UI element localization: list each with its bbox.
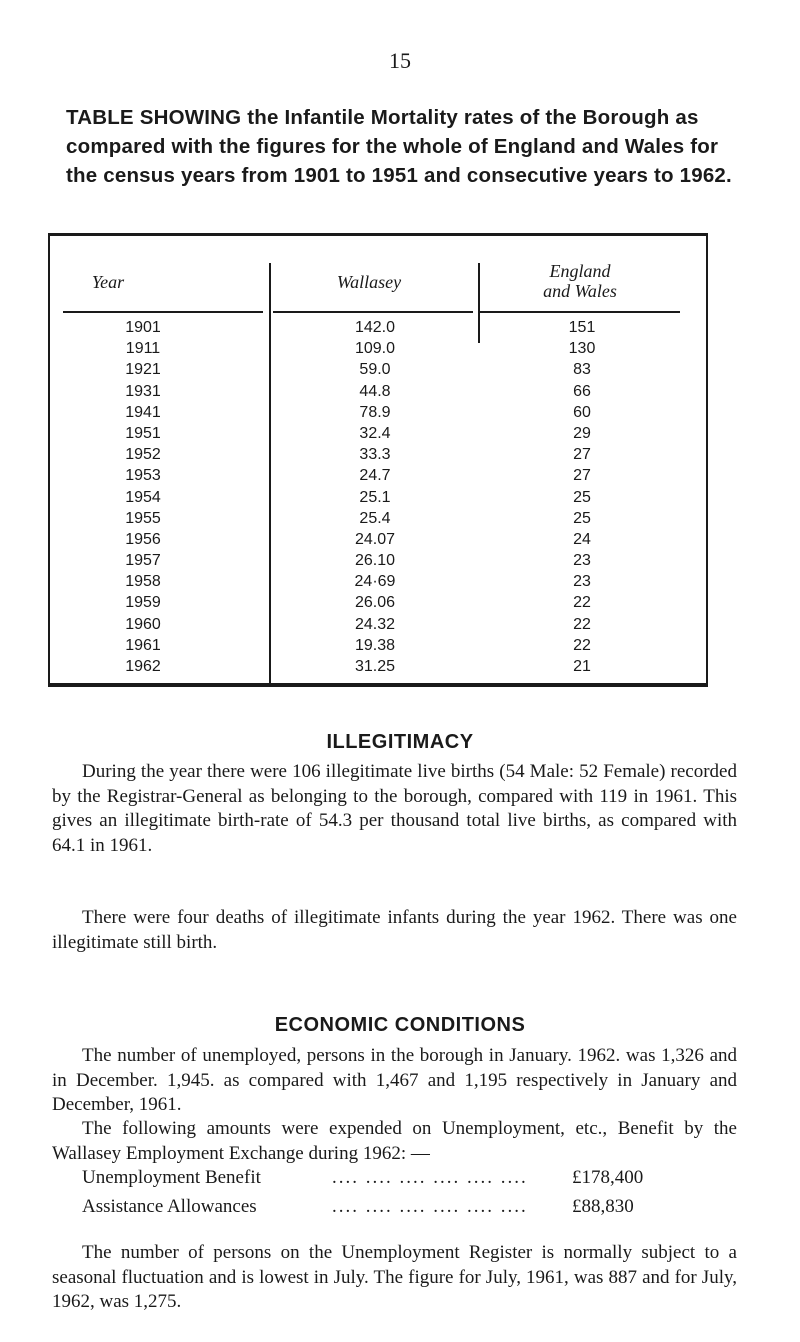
table-row — [48, 402, 708, 423]
year-cell: 1931 — [125, 382, 161, 400]
table-row — [48, 338, 708, 359]
wallasey-cell: 24.32 — [354, 615, 396, 633]
wallasey-cell: 109.0 — [354, 340, 396, 358]
header-underline — [273, 311, 473, 313]
wallasey-cell: 24·69 — [354, 573, 396, 591]
england-wales-cell: 83 — [573, 361, 591, 379]
table-row — [48, 571, 708, 592]
year-cell: 1911 — [125, 340, 161, 358]
benefit-amount: £178,400 — [572, 1167, 644, 1188]
england-wales-cell: 25 — [573, 488, 591, 506]
england-wales-cell: 27 — [573, 467, 591, 485]
table-row — [48, 317, 708, 338]
column-header-england-wales — [480, 261, 680, 301]
wallasey-cell: 31.25 — [354, 658, 396, 675]
england-wales-cell: 60 — [573, 403, 591, 421]
page-number: 15 — [389, 48, 411, 73]
year-cell: 1954 — [125, 488, 161, 506]
england-wales-cell: 23 — [573, 573, 591, 591]
table-row — [48, 614, 708, 635]
year-cell: 1961 — [125, 636, 161, 654]
table-row — [48, 635, 708, 656]
wallasey-cell: 32.4 — [359, 424, 391, 442]
column-header-year: Year — [91, 272, 125, 292]
benefit-label: Assistance Allowances — [82, 1196, 257, 1217]
wallasey-cell: 26.10 — [354, 552, 396, 570]
table-bottom-rule — [48, 683, 708, 687]
wallasey-cell: 142.0 — [354, 319, 396, 336]
table-row — [48, 381, 708, 402]
wallasey-cell: 24.07 — [354, 530, 396, 548]
economic-paragraph-2: The following amounts were expended on Unemployment, etc., Benefit by the Wallasey Employment Exchange during 1962: — — [52, 1118, 737, 1164]
england-wales-cell: 27 — [573, 446, 591, 464]
table-row — [48, 550, 708, 571]
benefit-label: Unemployment Benefit — [82, 1167, 261, 1188]
year-cell: 1953 — [125, 467, 161, 485]
year-cell: 1959 — [125, 594, 161, 612]
illegitimacy-paragraph-1: During the year there were 106 illegitimate live births (54 Male: 52 Female) recorded by the Registrar-General as belonging to the borough, compared with 119 in 1961. This gives an illegitimate birth-rate of 54.3 per thousand total live births, as compared with 64.1 in 1961. — [52, 761, 737, 856]
year-cell: 1921 — [125, 361, 161, 379]
illegitimacy-paragraph-2: There were four deaths of illegitimate infants during the year 1962. There was one illegitimate still birth. — [52, 907, 737, 953]
header-underline — [480, 311, 680, 313]
wallasey-cell: 25.4 — [359, 509, 391, 527]
table-title: TABLE SHOWING the Infantile Mortality rates of the Borough as compared with the figures for the whole of England and Wales for the census years from 1901 to 1951 and consecutive years to 1962. — [66, 106, 732, 187]
table-row — [48, 487, 708, 508]
england-wales-cell: 130 — [568, 340, 596, 358]
year-cell: 1960 — [125, 615, 161, 633]
benefit-amount: £88,830 — [572, 1196, 634, 1217]
year-cell: 1955 — [125, 509, 161, 527]
england-wales-cell: 151 — [568, 319, 596, 336]
england-wales-cell: 21 — [573, 658, 591, 675]
column-header-wallasey: Wallasey — [336, 272, 402, 292]
benefit-line-unemployment — [82, 1166, 662, 1190]
header-underline — [63, 311, 263, 313]
england-wales-cell: 23 — [573, 552, 591, 570]
england-wales-cell: 24 — [573, 530, 591, 548]
leader-dots: .... .... .... .... .... .... — [332, 1196, 528, 1217]
wallasey-cell: 26.06 — [354, 594, 396, 612]
wallasey-cell: 19.38 — [354, 636, 396, 654]
year-cell: 1941 — [125, 403, 161, 421]
table-row — [48, 508, 708, 529]
table-row — [48, 423, 708, 444]
table-top-rule — [48, 233, 708, 236]
leader-dots: .... .... .... .... .... .... — [332, 1167, 528, 1188]
economic-paragraph-1: The number of unemployed, persons in the borough in January. 1962. was 1,326 and in December. 1,945. as compared with 1,467 and 1,195 respectively in January and December, 1961. — [52, 1045, 737, 1115]
illegitimacy-heading: ILLEGITIMACY — [326, 731, 474, 753]
wallasey-cell: 44.8 — [359, 382, 391, 400]
year-cell: 1958 — [125, 573, 161, 591]
england-wales-cell: 29 — [573, 424, 591, 442]
economic-conditions-heading: ECONOMIC CONDITIONS — [274, 1014, 526, 1036]
column-header-england-wales-line1: England — [549, 261, 611, 281]
benefit-line-assistance — [82, 1195, 662, 1219]
wallasey-cell: 78.9 — [359, 403, 391, 421]
table-row — [48, 529, 708, 550]
year-cell: 1952 — [125, 446, 161, 464]
table-body — [48, 317, 708, 677]
table-row — [48, 465, 708, 486]
year-cell: 1957 — [125, 552, 161, 570]
england-wales-cell: 66 — [573, 382, 591, 400]
column-header-england-wales-line2: and Wales — [543, 281, 617, 301]
england-wales-cell: 22 — [573, 594, 591, 612]
year-cell: 1962 — [125, 658, 161, 675]
year-cell: 1901 — [125, 319, 161, 336]
wallasey-cell: 33.3 — [359, 446, 391, 464]
table-row — [48, 359, 708, 380]
england-wales-cell: 22 — [573, 615, 591, 633]
england-wales-cell: 22 — [573, 636, 591, 654]
table-row — [48, 444, 708, 465]
wallasey-cell: 59.0 — [359, 361, 391, 379]
wallasey-cell: 25.1 — [359, 488, 391, 506]
england-wales-cell: 25 — [573, 509, 591, 527]
economic-paragraph-3: The number of persons on the Unemployment Register is normally subject to a seasonal fluctuation and is lowest in July. The figure for July, 1961, was 887 and for July, 1962, was 1,275. — [52, 1242, 737, 1312]
year-cell: 1956 — [125, 530, 161, 548]
table-row — [48, 656, 708, 677]
table-row — [48, 592, 708, 613]
mortality-table — [48, 233, 708, 688]
year-cell: 1951 — [125, 424, 161, 442]
wallasey-cell: 24.7 — [359, 467, 391, 485]
